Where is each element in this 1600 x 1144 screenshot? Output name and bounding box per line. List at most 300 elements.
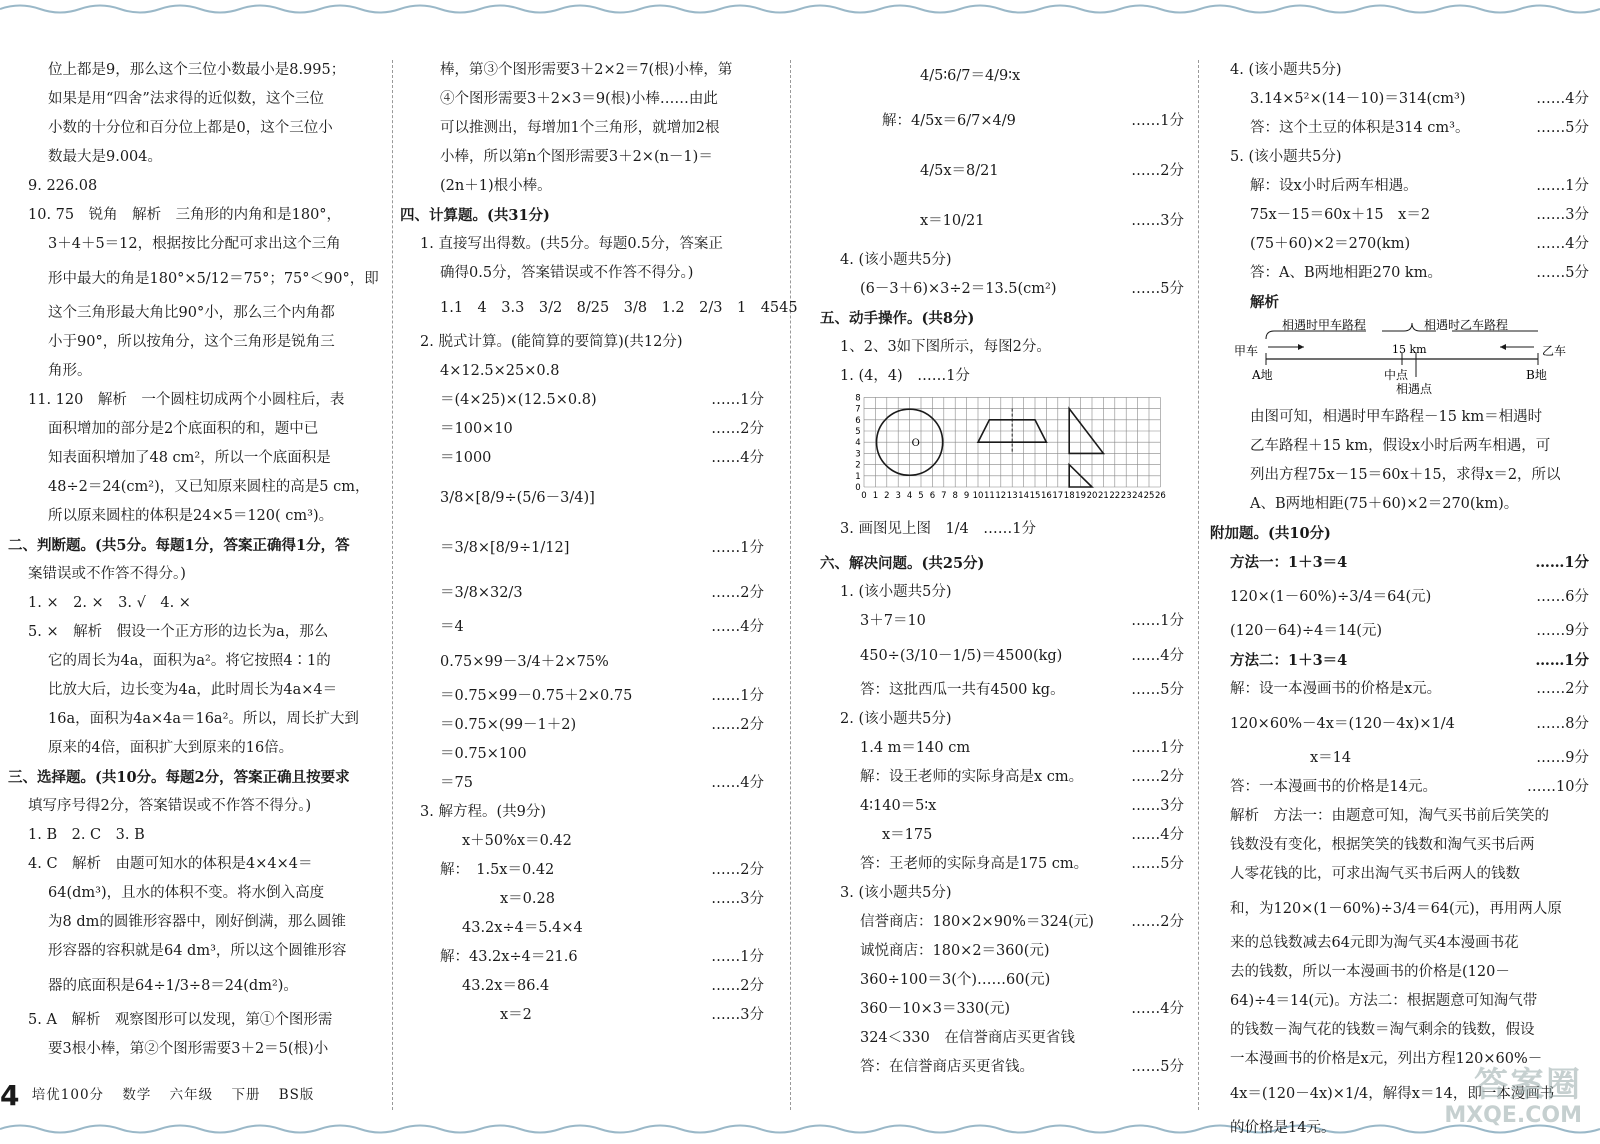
page-number: 4 bbox=[0, 1078, 20, 1112]
x-tick-label: 21 bbox=[1097, 491, 1109, 501]
text-line bbox=[8, 647, 384, 676]
score-points: ……3分 bbox=[1131, 213, 1184, 229]
score-points: ……4分 bbox=[1131, 827, 1184, 843]
footer-book: 培优100分 bbox=[31, 1087, 105, 1103]
line-text: 如果是用“四舍”法求得的近似数，这个三位 bbox=[48, 91, 324, 107]
text-line bbox=[8, 328, 384, 357]
x-tick-label: 4 bbox=[906, 491, 913, 501]
line-text: 四、计算题。(共31分) bbox=[400, 207, 550, 224]
column-4-bottom bbox=[1210, 403, 1595, 1143]
score-points: ……4分 bbox=[711, 619, 764, 635]
text-line bbox=[820, 937, 1190, 966]
line-text: 乙车路程＋15 km，假设x小时后两车相遇，可 bbox=[1250, 438, 1551, 454]
text-line bbox=[8, 172, 384, 201]
x-tick-label: 22 bbox=[1109, 491, 1121, 501]
x-tick-label: 23 bbox=[1120, 491, 1132, 501]
text-line bbox=[820, 578, 1190, 607]
line-text: 答：一本漫画书的价格是14元。 bbox=[1230, 779, 1437, 795]
line-text: 4/5x＝8/21 bbox=[920, 163, 999, 179]
page-footer bbox=[0, 1080, 328, 1110]
text-line bbox=[1210, 1016, 1595, 1045]
text-line bbox=[8, 531, 384, 560]
footer-subject: 数学 bbox=[122, 1087, 152, 1103]
text-line bbox=[400, 415, 770, 444]
line-text: 附加题。(共10分) bbox=[1210, 525, 1331, 542]
diag-point-b: B地 bbox=[1526, 368, 1547, 382]
line-text: 3.14×5²×(14－10)＝314(cm³) bbox=[1250, 91, 1466, 107]
text-line bbox=[1210, 490, 1595, 519]
score-points: ……2分 bbox=[711, 585, 764, 601]
line-text: 小棒，所以第n个图形需要3＋2×(n－1)＝ bbox=[440, 149, 713, 165]
text-line bbox=[400, 943, 770, 972]
text-line bbox=[400, 288, 798, 328]
line-text: 角形。 bbox=[48, 363, 92, 379]
line-text: 确得0.5分，答案错误或不作答不得分。) bbox=[440, 265, 694, 281]
text-line bbox=[820, 333, 1190, 362]
text-line bbox=[1210, 548, 1595, 577]
text-line bbox=[8, 937, 384, 966]
score-points: ……4分 bbox=[1536, 91, 1589, 107]
text-line bbox=[8, 143, 384, 172]
line-text: 5. A 解析 观察图形可以发现，第①个图形需 bbox=[28, 1012, 333, 1028]
text-line bbox=[1210, 461, 1595, 490]
text-line bbox=[400, 914, 770, 943]
line-text: (2n＋1)根小棒。 bbox=[440, 178, 552, 194]
text-line bbox=[1210, 85, 1595, 114]
score-points: ……1分 bbox=[711, 392, 764, 408]
score-points: ……2分 bbox=[1536, 681, 1589, 697]
text-line bbox=[1210, 773, 1595, 802]
text-line bbox=[400, 827, 770, 856]
x-tick-label: 26 bbox=[1154, 491, 1166, 501]
line-text: 4/5∶6/7＝4/9∶x bbox=[920, 68, 1021, 84]
line-text: 360－10×3＝330(元) bbox=[860, 1001, 1010, 1017]
text-line bbox=[1210, 958, 1595, 987]
x-tick-label: 12 bbox=[995, 491, 1007, 501]
x-tick-label: 5 bbox=[918, 491, 924, 501]
score-points: ……3分 bbox=[1131, 798, 1184, 814]
line-text: ＝4 bbox=[440, 619, 464, 635]
text-line bbox=[400, 259, 770, 288]
line-text: 一本漫画书的价格是x元，列出方程120×60%－ bbox=[1230, 1051, 1543, 1067]
line-text: 棒，第③个图形需要3＋2×2＝7(根)小棒，第 bbox=[440, 62, 733, 78]
score-points: ……3分 bbox=[1536, 207, 1589, 223]
line-text: 4×12.5×25×0.8 bbox=[440, 363, 560, 379]
line-text: x＝175 bbox=[882, 827, 933, 843]
line-text: 3/8×[8/9÷(5/6－3/4)] bbox=[440, 490, 595, 506]
line-text: ＝100×10 bbox=[440, 421, 513, 437]
text-line bbox=[1210, 802, 1595, 831]
text-line bbox=[820, 196, 1190, 246]
line-text: 五、动手操作。(共8分) bbox=[820, 310, 975, 327]
text-line bbox=[8, 1035, 384, 1064]
text-line bbox=[820, 763, 1190, 792]
line-text: 形中最大的角是180°×5/12＝75°；75°＜90°，即 bbox=[48, 271, 379, 287]
column-divider bbox=[790, 60, 791, 1110]
score-points: ……4分 bbox=[711, 450, 764, 466]
y-tick-label: 7 bbox=[855, 404, 861, 415]
line-text: 面积增加的部分是2个底面积的和，题中已 bbox=[48, 421, 319, 437]
text-line bbox=[1210, 143, 1595, 172]
score-points: ……1分 bbox=[711, 949, 764, 965]
score-points: ……4分 bbox=[1536, 236, 1589, 252]
text-line bbox=[820, 362, 1190, 391]
line-text: 4. C 解析 由题可知水的体积是4×4×4＝ bbox=[28, 856, 313, 872]
text-line bbox=[400, 1001, 770, 1030]
text-line bbox=[8, 763, 384, 792]
text-line bbox=[1210, 675, 1595, 704]
x-tick-label: 6 bbox=[929, 491, 936, 501]
line-text: 的价格是14元。 bbox=[1230, 1120, 1336, 1136]
text-line bbox=[400, 642, 770, 682]
text-line bbox=[8, 386, 384, 415]
line-text: 二、判断题。(共5分。每题1分，答案正确得1分，答 bbox=[8, 537, 350, 554]
y-tick-label: 0 bbox=[855, 483, 861, 493]
line-text: 解：4/5x＝6/7×4/9 bbox=[882, 113, 1016, 129]
line-text: 5. (该小题共5分) bbox=[1230, 149, 1342, 165]
text-line bbox=[1210, 831, 1595, 860]
text-line bbox=[1210, 704, 1595, 744]
text-line bbox=[820, 56, 1190, 96]
text-line bbox=[8, 85, 384, 114]
line-text: 要3根小棒，第②个图形需要3＋2＝5(根)小 bbox=[48, 1041, 329, 1057]
text-line bbox=[1210, 201, 1595, 230]
line-text: x＝14 bbox=[1310, 750, 1352, 766]
line-text: 的钱数－淘气花的钱数＝淘气剩余的钱数，假设 bbox=[1230, 1022, 1535, 1038]
x-tick-label: 17 bbox=[1052, 491, 1064, 501]
text-line bbox=[400, 885, 770, 914]
line-text: 1. B 2. C 3. B bbox=[28, 827, 145, 843]
score-points: ……5分 bbox=[1536, 265, 1589, 281]
line-text: x＝0.28 bbox=[500, 891, 555, 907]
score-points: ……5分 bbox=[1131, 1059, 1184, 1075]
line-text: 答：王老师的实际身高是175 cm。 bbox=[860, 856, 1089, 872]
diag-midpoint: 中点 bbox=[1384, 368, 1409, 382]
text-line bbox=[8, 1006, 384, 1035]
line-text: ＝0.75×99－0.75＋2×0.75 bbox=[440, 688, 633, 704]
x-tick-label: 13 bbox=[1006, 491, 1018, 501]
text-line bbox=[400, 230, 770, 259]
line-text: 小数的十分位和百分位上都是0，这个三位小 bbox=[48, 120, 333, 136]
line-text: 案错误或不作答不得分。) bbox=[28, 566, 186, 582]
score-points: ……8分 bbox=[1536, 716, 1589, 732]
text-line bbox=[1210, 577, 1595, 617]
text-line bbox=[1210, 744, 1595, 773]
x-tick-label: 10 bbox=[972, 491, 984, 501]
text-line bbox=[820, 549, 1190, 578]
watermark-logo-text: 答案圈 bbox=[1474, 1065, 1582, 1105]
text-line bbox=[400, 386, 770, 415]
line-text: 钱数没有变化，根据笑笑的钱数和淘气买书后两 bbox=[1230, 837, 1535, 853]
watermark-url: MXQE.COM bbox=[1444, 1103, 1582, 1128]
text-line bbox=[8, 966, 384, 1006]
line-text: 64(dm³)，且水的体积不变。将水倒入高度 bbox=[48, 885, 325, 901]
text-line bbox=[820, 705, 1190, 734]
line-text: 16a，面积为4a×4a＝16a²。所以，周长扩大到 bbox=[48, 711, 359, 727]
text-line bbox=[8, 676, 384, 705]
line-text: 解： 1.5x＝0.42 bbox=[440, 862, 555, 878]
text-line bbox=[8, 705, 384, 734]
text-line bbox=[1210, 646, 1595, 675]
line-text: 120×60%－4x＝(120－4x)×1/4 bbox=[1230, 716, 1455, 732]
score-points: ……5分 bbox=[1536, 120, 1589, 136]
line-text: 4∶140＝5∶x bbox=[860, 798, 937, 814]
line-text: 4x＝(120－4x)×1/4，解得x＝14，即一本漫画书 bbox=[1230, 1086, 1555, 1102]
text-line bbox=[8, 259, 384, 299]
y-tick-label: 2 bbox=[855, 460, 861, 471]
text-line bbox=[820, 821, 1190, 850]
line-text: (6－3＋6)×3÷2＝13.5(cm²) bbox=[860, 281, 1057, 297]
diag-distance: 15 km bbox=[1392, 343, 1427, 356]
text-line bbox=[400, 201, 770, 230]
line-text: 填写序号得2分，答案错误或不作答不得分。) bbox=[28, 798, 312, 814]
line-text: 答：这批西瓜一共有4500 kg。 bbox=[860, 682, 1065, 698]
line-text: 答：这个土豆的体积是314 cm³。 bbox=[1250, 120, 1470, 136]
y-tick-label: 8 bbox=[855, 393, 861, 404]
line-text: x＋50%x＝0.42 bbox=[462, 833, 572, 849]
text-line bbox=[400, 613, 770, 642]
line-text: ＝0.75×(99－1＋2) bbox=[440, 717, 577, 733]
text-line bbox=[8, 908, 384, 937]
line-text: 信誉商店：180×2×90%＝324(元) bbox=[860, 914, 1094, 930]
text-line bbox=[820, 607, 1190, 636]
line-text: x＝10/21 bbox=[920, 213, 985, 229]
text-line bbox=[400, 143, 770, 172]
x-tick-label: 1 bbox=[872, 491, 879, 501]
text-line bbox=[820, 1024, 1190, 1053]
text-line bbox=[8, 879, 384, 908]
footer-grade: 六年级 bbox=[169, 1087, 214, 1103]
line-text: 解：43.2x÷4＝21.6 bbox=[440, 949, 578, 965]
line-text: 器的底面积是64÷1/3÷8＝24(dm²)。 bbox=[48, 978, 298, 994]
footer-volume: 下册 bbox=[231, 1087, 261, 1103]
line-text: 3＋4＋5＝12，根据按比分配可求出这个三角 bbox=[48, 236, 341, 252]
line-text: 4. (该小题共5分) bbox=[1230, 62, 1342, 78]
line-text: ＝1000 bbox=[440, 450, 492, 466]
text-line bbox=[1210, 56, 1595, 85]
score-points: ……10分 bbox=[1527, 779, 1589, 795]
top-wave-border bbox=[0, 0, 1600, 18]
text-line bbox=[1210, 519, 1595, 548]
score-points: ……9分 bbox=[1536, 623, 1589, 639]
line-text: 解：设王老师的实际身高是x cm。 bbox=[860, 769, 1084, 785]
column-1 bbox=[8, 56, 384, 1064]
score-points: ……4分 bbox=[711, 775, 764, 791]
text-line bbox=[820, 146, 1190, 196]
text-line bbox=[1210, 987, 1595, 1016]
text-line bbox=[8, 299, 384, 328]
text-line bbox=[8, 444, 384, 473]
line-text: 位上都是9，那么这个三位小数最小是8.995； bbox=[48, 62, 346, 78]
score-points: ……2分 bbox=[711, 421, 764, 437]
line-text: 比放大后，边长变为4a，此时周长为4a×4＝ bbox=[48, 682, 338, 698]
text-line bbox=[1210, 230, 1595, 259]
line-text: 324＜330 在信誉商店买更省钱 bbox=[860, 1030, 1075, 1046]
diag-point-a: A地 bbox=[1252, 368, 1273, 382]
text-line bbox=[1210, 617, 1595, 646]
text-line bbox=[400, 357, 770, 386]
column-divider bbox=[392, 60, 393, 1110]
line-text: 答：在信誉商店买更省钱。 bbox=[860, 1059, 1034, 1075]
column-3 bbox=[820, 56, 1190, 1082]
coordinate-grid bbox=[820, 391, 1180, 509]
text-line bbox=[8, 560, 384, 589]
line-text: ＝3/8×[8/9÷1/12] bbox=[440, 540, 570, 556]
line-text: A、B两地相距(75＋60)×2＝270(km)。 bbox=[1250, 496, 1519, 512]
text-line bbox=[8, 502, 384, 531]
score-points: ……4分 bbox=[1131, 1001, 1184, 1017]
diag-meeting-point: 相遇点 bbox=[1396, 382, 1433, 396]
score-points: ……1分 bbox=[711, 688, 764, 704]
line-text: 43.2x＝86.4 bbox=[462, 978, 550, 994]
line-text: ＝(4×25)×(12.5×0.8) bbox=[440, 392, 597, 408]
line-text: 解析 方法一：由题意可知，淘气买书前后笑笑的 bbox=[1230, 808, 1549, 824]
line-text: 450÷(3/10－1/5)＝4500(kg) bbox=[860, 648, 1063, 664]
line-text: 这个三角形最大角比90°小，那么三个内角都 bbox=[48, 305, 335, 321]
line-text: ＝0.75×100 bbox=[440, 746, 527, 762]
score-points: ……1分 bbox=[1536, 178, 1589, 194]
diag-label-top-left: 相遇时甲车路程 bbox=[1282, 318, 1367, 332]
line-text: 所以原来圆柱的体积是24×5＝120( cm³)。 bbox=[48, 508, 334, 524]
line-text: 3. 解方程。(共9分) bbox=[420, 804, 546, 820]
text-line bbox=[400, 85, 770, 114]
line-text: 诚悦商店：180×2＝360(元) bbox=[860, 943, 1050, 959]
text-line bbox=[400, 711, 770, 740]
text-line bbox=[820, 995, 1190, 1024]
column-4 bbox=[1210, 56, 1595, 1143]
text-line bbox=[820, 246, 1190, 275]
y-tick-label: 5 bbox=[855, 427, 861, 437]
line-text: 1. 直接写出得数。(共5分。每题0.5分，答案正 bbox=[420, 236, 723, 252]
coordinate-grid-figure bbox=[820, 391, 1190, 509]
text-line bbox=[8, 473, 384, 502]
text-line bbox=[400, 444, 770, 473]
line-text: 解析 bbox=[1250, 294, 1279, 311]
line-text: 形容器的容积就是64 dm³，所以这个圆锥形容 bbox=[48, 943, 347, 959]
line-text: 数最大是9.004。 bbox=[48, 149, 163, 165]
text-line bbox=[400, 573, 770, 613]
text-line bbox=[400, 328, 770, 357]
line-text: 1.1 4 3.3 3/2 8/25 3/8 1.2 2/3 1 4545 bbox=[440, 300, 798, 316]
score-points: ……4分 bbox=[1131, 648, 1184, 664]
line-text: 为8 dm的圆锥形容器中，刚好倒满，那么圆锥 bbox=[48, 914, 346, 930]
text-line bbox=[820, 792, 1190, 821]
text-line bbox=[8, 618, 384, 647]
x-tick-label: 25 bbox=[1143, 491, 1155, 501]
line-text: 六、解决问题。(共25分) bbox=[820, 555, 985, 572]
score-points: ……1分 bbox=[1535, 554, 1589, 571]
x-tick-label: 9 bbox=[963, 491, 970, 501]
text-line bbox=[400, 798, 770, 827]
line-text: x＝2 bbox=[500, 1007, 532, 1023]
line-text: 0.75×99－3/4＋2×75% bbox=[440, 654, 609, 670]
line-text: 答：A、B两地相距270 km。 bbox=[1250, 265, 1442, 281]
line-text: 它的周长为4a，面积为a²。将它按照4∶1的 bbox=[48, 653, 331, 669]
text-line bbox=[820, 96, 1190, 146]
text-line bbox=[820, 966, 1190, 995]
text-line bbox=[8, 415, 384, 444]
line-text: 1. (该小题共5分) bbox=[840, 584, 952, 600]
line-text: 3. 画图见上图 1/4 ……1分 bbox=[840, 521, 1037, 537]
line-text: 三、选择题。(共10分。每题2分，答案正确且按要求 bbox=[8, 769, 350, 786]
x-tick-label: 7 bbox=[941, 491, 947, 501]
text-line bbox=[820, 879, 1190, 908]
line-text: 方法二：1＋3＝4 bbox=[1230, 652, 1348, 669]
line-text: 10. 75 锐角 解析 三角形的内角和是180°， bbox=[28, 207, 342, 223]
text-line bbox=[1210, 929, 1595, 958]
meeting-diagram-svg bbox=[1234, 317, 1567, 403]
score-points: ……1分 bbox=[1535, 652, 1589, 669]
text-line bbox=[400, 682, 770, 711]
line-text: 解：设一本漫画书的价格是x元。 bbox=[1230, 681, 1442, 697]
line-text: 2. 脱式计算。(能简算的要简算)(共12分) bbox=[420, 334, 683, 350]
line-text: 人零花钱的比，可求出淘气买书后两人的钱数 bbox=[1230, 866, 1520, 882]
score-points: ……3分 bbox=[711, 891, 764, 907]
text-line bbox=[1210, 432, 1595, 461]
line-text: 方法一：1＋3＝4 bbox=[1230, 554, 1348, 571]
text-line bbox=[8, 734, 384, 763]
score-points: ……3分 bbox=[711, 1007, 764, 1023]
text-line bbox=[400, 740, 770, 769]
text-line bbox=[8, 357, 384, 386]
text-line bbox=[820, 908, 1190, 937]
line-text: 11. 120 解析 一个圆柱切成两个小圆柱后，表 bbox=[28, 392, 345, 408]
line-text: ④个图形需要3＋2×3＝9(根)小棒……由此 bbox=[440, 91, 718, 107]
line-text: 48÷2＝24(cm²)，又已知原来圆柱的高是5 cm， bbox=[48, 479, 370, 495]
text-line bbox=[8, 56, 384, 85]
score-points: ……1分 bbox=[1131, 113, 1184, 129]
x-tick-label: 14 bbox=[1018, 491, 1030, 501]
line-text: 可以推测出，每增加1个三角形，就增加2根 bbox=[440, 120, 720, 136]
line-text: 1. × 2. × 3. √ 4. × bbox=[28, 595, 191, 611]
line-text: 小于90°，所以按角分，这个三角形是锐角三 bbox=[48, 334, 335, 350]
text-line bbox=[8, 821, 384, 850]
line-text: 120×(1－60%)÷3/4＝64(元) bbox=[1230, 589, 1432, 605]
score-points: ……5分 bbox=[1131, 682, 1184, 698]
text-line bbox=[400, 473, 770, 523]
column-3-bottom bbox=[820, 509, 1190, 1082]
x-tick-label: 11 bbox=[983, 491, 995, 501]
text-line bbox=[820, 636, 1190, 676]
score-points: ……2分 bbox=[711, 978, 764, 994]
x-tick-label: 16 bbox=[1040, 491, 1052, 501]
line-text: 43.2x÷4＝5.4×4 bbox=[462, 920, 583, 936]
text-line bbox=[820, 676, 1190, 705]
line-text: 3＋7＝10 bbox=[860, 613, 926, 629]
text-line bbox=[820, 304, 1190, 333]
y-tick-label: 3 bbox=[855, 449, 861, 460]
line-text: 4. (该小题共5分) bbox=[840, 252, 952, 268]
text-line bbox=[8, 589, 384, 618]
text-line bbox=[820, 850, 1190, 879]
text-line bbox=[820, 275, 1190, 304]
line-text: 64)÷4＝14(元)。方法二：根据题意可知淘气带 bbox=[1230, 993, 1538, 1009]
column-4-top bbox=[1210, 56, 1595, 317]
line-text: 75x－15＝60x＋15 x＝2 bbox=[1250, 207, 1431, 223]
line-text: 1.4 m＝140 cm bbox=[860, 740, 971, 756]
diag-right-car: 乙车 bbox=[1542, 344, 1567, 358]
text-line bbox=[400, 114, 770, 143]
x-tick-label: 18 bbox=[1063, 491, 1075, 501]
line-text: 3. (该小题共5分) bbox=[840, 885, 952, 901]
text-line bbox=[1210, 172, 1595, 201]
score-points: ……2分 bbox=[711, 862, 764, 878]
text-line bbox=[1210, 403, 1595, 432]
text-line bbox=[400, 172, 770, 201]
line-text: 解：设x小时后两车相遇。 bbox=[1250, 178, 1418, 194]
text-line bbox=[8, 201, 384, 230]
column-2 bbox=[400, 56, 798, 1030]
